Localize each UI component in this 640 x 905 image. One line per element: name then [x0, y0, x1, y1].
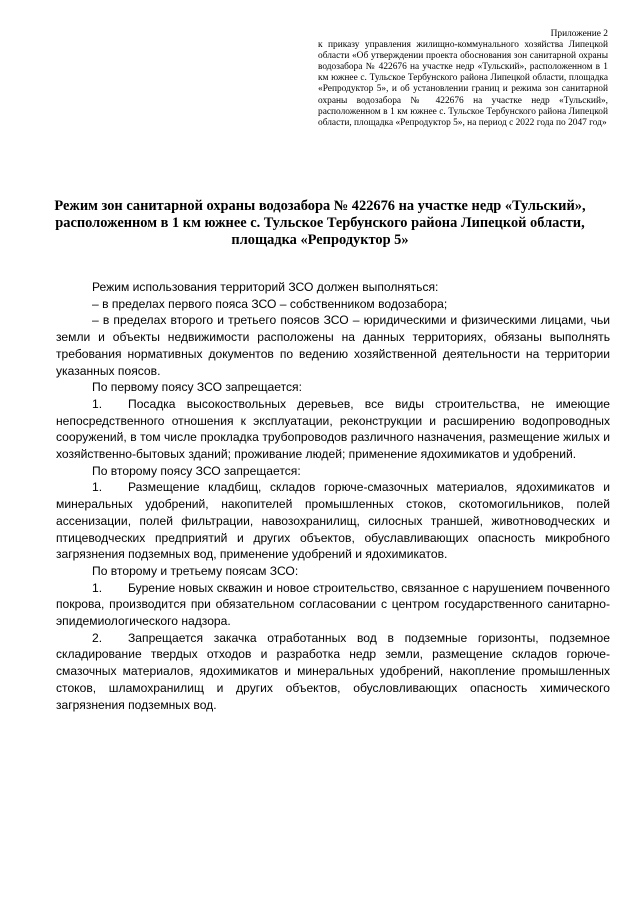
appendix-block: [318, 29, 608, 129]
list-item-text: Посадка высокоствольных деревьев, все виды строительства, не имеющие непосредственного отношения к эксплуатации, реконструкции и расширению водопроводных сооружений, в том числе прокладка трубопроводов различного назначения, размещение жилых и хозяйственно-бытовых зданий; проживание людей; применение ядохимикатов и удобрений.: [56, 396, 610, 462]
list-item-number: 1.: [92, 580, 103, 595]
list-item-text: Запрещается закачка отработанных вод в подземные горизонты, подземное складирование твердых отходов и разработка недр земли, размещение складов горюче-смазочных материалов, ядохимикатов и минеральных удобрений, накопление промышленных стоков, шламохранилищ и других объектов, обусловливающих опасность химического загрязнения подземных вод.: [56, 630, 610, 712]
list-item-first-zone-1: [56, 396, 610, 463]
heading-second-third-zones: По второму и третьему поясам ЗСО:: [92, 563, 299, 578]
paragraph-intro: Режим использования территорий ЗСО должен выполняться:: [92, 280, 439, 294]
list-item-second-third-zones-1: [56, 580, 610, 630]
heading-second-zone: По второму поясу ЗСО запрещается:: [92, 463, 301, 478]
list-item-second-zone-1: [56, 479, 610, 563]
appendix-text: к приказу управления жилищно-коммунального хозяйства Липецкой области «Об утверждении проекта обоснования зон санитарной охраны водозабора № 422676 на участке недр «Тульский», расположенном в 1 км южнее с. Тульское Тербунского района Липецкой области, площадка «Репродуктор 5», и об установлении границ и режима зон санитарной охраны водозабора № 422676 на участке недр «Тульский», расположенном в 1 км южнее с. Тульское Тербунского района Липецкой области, площадка «Репродуктор 5», на период с 2022 года по 2047 год»: [318, 40, 608, 128]
list-item-text: Бурение новых скважин и новое строительство, связанное с нарушением почвенного покрова, производится при обязательном согласовании с центром государственного санитарно-эпидемиологического надзора.: [56, 580, 610, 629]
paragraph-second-third-zone-persons: – в пределах второго и третьего поясов ЗСО – юридическими и физическими лицами, чьи земли и объекты недвижимости расположены на данных территориях, обязаны выполнять требования нормативных документов по ведению хозяйственной деятельности на территории указанных поясов.: [56, 313, 610, 378]
list-item-second-third-zones-2: [56, 630, 610, 714]
appendix-label: Приложение 2: [550, 29, 608, 39]
list-item-text: Размещение кладбищ, складов горюче-смазочных материалов, ядохимикатов и минеральных удобрений, накопителей промышленных стоков, скотомогильников, полей ассенизации, полей фильтрации, навозохранилищ, силосных траншей, животноводческих и птицеводческих предприятий и других объектов, обуславливающих опасность микробного загрязнения подземных вод, применение удобрений и ядохимикатов.: [56, 480, 610, 562]
document-title: Режим зон санитарной охраны водозабора № 422676 на участке недр «Тульский», расположенном в 1 км южнее с. Тульское Тербунского района Липецкой области, площадка «Репродуктор 5»: [54, 198, 586, 248]
list-item-number: 2.: [92, 630, 103, 645]
paragraph-first-zone-owner: – в пределах первого пояса ЗСО – собственником водозабора;: [92, 296, 448, 311]
list-item-number: 1.: [92, 480, 103, 495]
heading-first-zone: По первому поясу ЗСО запрещается:: [92, 380, 302, 395]
document-body: [56, 279, 610, 713]
list-item-number: 1.: [92, 396, 103, 411]
